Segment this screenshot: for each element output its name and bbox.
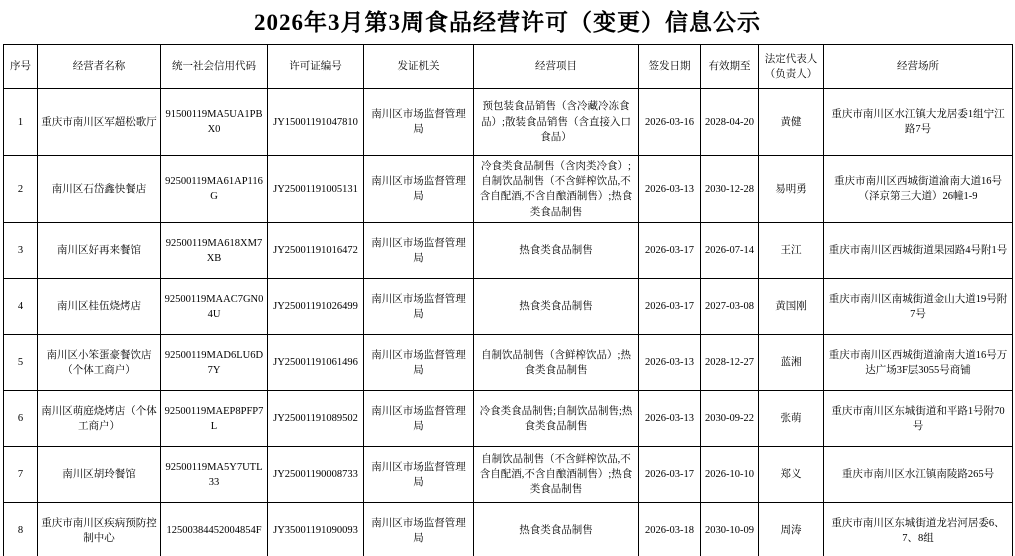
- table-cell: 2: [4, 156, 38, 223]
- table-cell: 王江: [759, 223, 824, 279]
- table-header-cell: 经营者名称: [38, 45, 161, 89]
- table-cell: 南川区市场监督管理局: [364, 223, 474, 279]
- table-cell: 2028-12-27: [701, 335, 759, 391]
- table-cell: JY15001191047810: [268, 89, 364, 156]
- table-cell: 92500119MAEP8PFP7L: [161, 391, 268, 447]
- table-cell: 2026-03-17: [639, 279, 701, 335]
- page-title: 2026年3月第3周食品经营许可（变更）信息公示: [254, 10, 761, 35]
- table-cell: 重庆市南川区西城街道果园路4号附1号: [824, 223, 1013, 279]
- table-cell: 2026-03-17: [639, 447, 701, 503]
- table-header-cell: 经营项目: [474, 45, 639, 89]
- table-header-cell: 统一社会信用代码: [161, 45, 268, 89]
- table-cell: 黄健: [759, 89, 824, 156]
- table-cell: 郑义: [759, 447, 824, 503]
- table-cell: 南川区桂伍烧烤店: [38, 279, 161, 335]
- table-cell: 冷食类食品制售;自制饮品制售;热食类食品制售: [474, 391, 639, 447]
- table-cell: 91500119MA5UA1PBX0: [161, 89, 268, 156]
- table-cell: 2027-03-08: [701, 279, 759, 335]
- table-cell: 2026-03-13: [639, 156, 701, 223]
- table-cell: 自制饮品制售（不含鲜榨饮品,不含自配酒,不含自酿酒制售）;热食类食品制售: [474, 447, 639, 503]
- table-cell: 热食类食品制售: [474, 223, 639, 279]
- table-cell: 2026-03-18: [639, 503, 701, 556]
- table-cell: 热食类食品制售: [474, 503, 639, 556]
- table-cell: 92500119MAAC7GN04U: [161, 279, 268, 335]
- table-cell: 2026-10-10: [701, 447, 759, 503]
- table-cell: 预包装食品销售（含冷藏冷冻食品）;散装食品销售（含直接入口食品）: [474, 89, 639, 156]
- table-cell: 1: [4, 89, 38, 156]
- table-cell: 南川区好再来餐馆: [38, 223, 161, 279]
- table-cell: 南川区市场监督管理局: [364, 391, 474, 447]
- table-header-cell: 有效期至: [701, 45, 759, 89]
- table-cell: 冷食类食品制售（含肉类冷食）;自制饮品制售（不含鲜榨饮品,不含自配酒,不含自酿酒制售）;热食类食品制售: [474, 156, 639, 223]
- table-cell: 南川区市场监督管理局: [364, 279, 474, 335]
- table-cell: 92500119MA618XM7XB: [161, 223, 268, 279]
- table-cell: 92500119MA61AP116G: [161, 156, 268, 223]
- table-cell: 南川区市场监督管理局: [364, 156, 474, 223]
- table-cell: 2026-03-17: [639, 223, 701, 279]
- table-cell: 南川区市场监督管理局: [364, 89, 474, 156]
- table-cell: 南川区市场监督管理局: [364, 447, 474, 503]
- table-cell: 8: [4, 503, 38, 556]
- table-cell: 黄国刚: [759, 279, 824, 335]
- table-cell: 2030-12-28: [701, 156, 759, 223]
- table-cell: 重庆市南川区东城街道龙岩河居委6、7、8组: [824, 503, 1013, 556]
- table-cell: 3: [4, 223, 38, 279]
- table-cell: 2026-03-16: [639, 89, 701, 156]
- table-cell: 蓝湘: [759, 335, 824, 391]
- table-cell: 5: [4, 335, 38, 391]
- table-cell: 南川区胡玲餐馆: [38, 447, 161, 503]
- table-row: [4, 279, 1013, 335]
- table-row: [4, 89, 1013, 156]
- table-cell: 南川区小笨蛋豪餐饮店（个体工商户）: [38, 335, 161, 391]
- table-cell: 2026-07-14: [701, 223, 759, 279]
- table-row: [4, 447, 1013, 503]
- table-cell: JY35001191090093: [268, 503, 364, 556]
- table-cell: 自制饮品制售（含鲜榨饮品）;热食类食品制售: [474, 335, 639, 391]
- table-header-cell: 发证机关: [364, 45, 474, 89]
- table-cell: JY25001191089502: [268, 391, 364, 447]
- table-row: [4, 223, 1013, 279]
- table-row: [4, 156, 1013, 223]
- table-cell: 2030-09-22: [701, 391, 759, 447]
- table-cell: 6: [4, 391, 38, 447]
- table-cell: 12500384452004854F: [161, 503, 268, 556]
- table-header-cell: 经营场所: [824, 45, 1013, 89]
- table-cell: 2026-03-13: [639, 335, 701, 391]
- table-cell: 重庆市南川区南城街道金山大道19号附7号: [824, 279, 1013, 335]
- table-header-cell: 序号: [4, 45, 38, 89]
- table-cell: 92500119MAD6LU6D7Y: [161, 335, 268, 391]
- table-cell: 南川区市场监督管理局: [364, 503, 474, 556]
- table-cell: 南川区市场监督管理局: [364, 335, 474, 391]
- table-cell: 重庆市南川区西城街道渝南大道16号（泽京第三大道）26幢1-9: [824, 156, 1013, 223]
- table-cell: 周涛: [759, 503, 824, 556]
- table-cell: 92500119MA5Y7UTL33: [161, 447, 268, 503]
- table-row: [4, 335, 1013, 391]
- table-cell: JY25001191005131: [268, 156, 364, 223]
- table-cell: 热食类食品制售: [474, 279, 639, 335]
- table-header-cell: 法定代表人（负责人）: [759, 45, 824, 89]
- table-cell: 2028-04-20: [701, 89, 759, 156]
- table-cell: JY25001191061496: [268, 335, 364, 391]
- table-cell: 重庆市南川区军超松歌厅: [38, 89, 161, 156]
- table-cell: 4: [4, 279, 38, 335]
- license-table: [3, 44, 1013, 556]
- table-cell: 重庆市南川区水江镇南陵路265号: [824, 447, 1013, 503]
- table-header-row: [4, 45, 1013, 89]
- table-cell: 南川区萌庭烧烤店（个体工商户）: [38, 391, 161, 447]
- table-cell: 2026-03-13: [639, 391, 701, 447]
- table-cell: 南川区石岱鑫快餐店: [38, 156, 161, 223]
- table-cell: 2030-10-09: [701, 503, 759, 556]
- table-cell: 重庆市南川区东城街道和平路1号附70号: [824, 391, 1013, 447]
- table-header-cell: 签发日期: [639, 45, 701, 89]
- table-row: [4, 503, 1013, 556]
- table-cell: 重庆市南川区疾病预防控制中心: [38, 503, 161, 556]
- table-cell: 重庆市南川区水江镇大龙居委1组宁江路7号: [824, 89, 1013, 156]
- table-cell: 重庆市南川区西城街道渝南大道16号万达广场3F层3055号商铺: [824, 335, 1013, 391]
- table-header-cell: 许可证编号: [268, 45, 364, 89]
- table-cell: 7: [4, 447, 38, 503]
- table-cell: 张萌: [759, 391, 824, 447]
- table-cell: 易明勇: [759, 156, 824, 223]
- table-cell: JY25001191016472: [268, 223, 364, 279]
- table-cell: JY25001190008733: [268, 447, 364, 503]
- table-cell: JY25001191026499: [268, 279, 364, 335]
- table-row: [4, 391, 1013, 447]
